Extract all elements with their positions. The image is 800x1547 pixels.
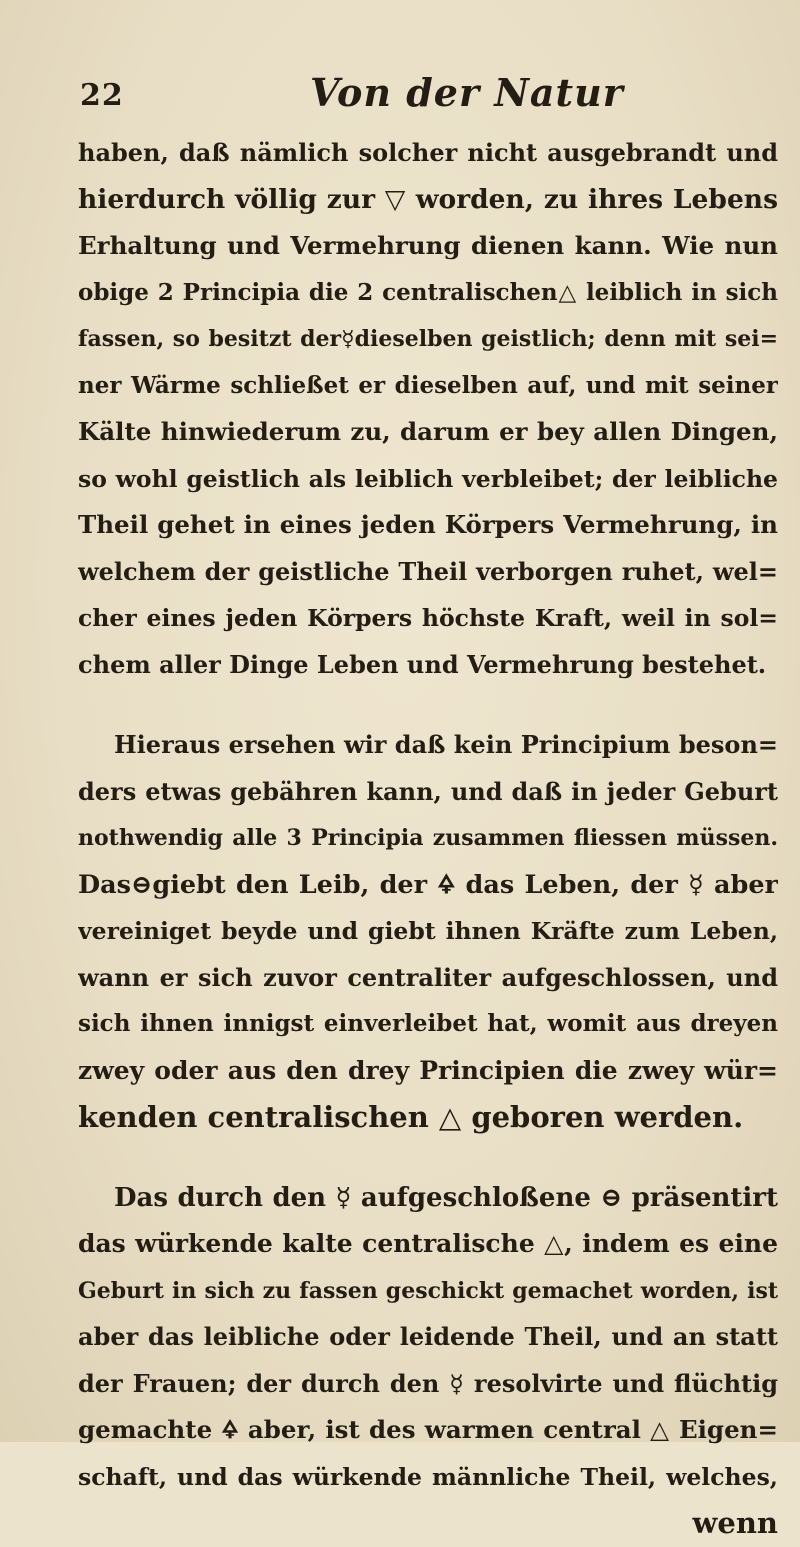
text-line: kenden centralischen △ geboren werden. (78, 1100, 744, 1134)
text-line: gemachte 🜍 aber, ist des warmen central △ Eigen= (78, 1415, 778, 1444)
catchword: wenn (692, 1506, 778, 1540)
text-line: chem aller Dinge Leben und Vermehrung bestehet. (78, 649, 767, 679)
text-line: Das⊖giebt den Leib, der 🜍 das Leben, der ☿ aber (78, 869, 778, 900)
text-line: fassen, so besitzt der☿dieselben geistlich; denn mit sei= (78, 326, 778, 352)
paragraph-1 (78, 130, 778, 688)
text-line: wann er sich zuvor centraliter aufgeschlossen, und (78, 962, 778, 992)
paragraph-gap (78, 688, 778, 722)
text-line: so wohl geistlich als leiblich verbleibet; der leibliche (78, 464, 778, 493)
text-line: sich ihnen innigst einverleibet hat, womit aus dreyen (78, 1010, 778, 1037)
text-line: ner Wärme schließet er dieselben auf, und mit seiner (78, 371, 778, 399)
text-line: obige 2 Principia die 2 centralischen△ leiblich in sich (78, 278, 778, 306)
text-line: nothwendig alle 3 Principia zusammen fliessen müssen. (78, 825, 778, 851)
text-line: Hieraus ersehen wir daß kein Principium beson= (114, 730, 778, 759)
text-line: ders etwas gebähren kann, und daß in jeder Geburt (78, 776, 778, 806)
text-line: Das durch den ☿ aufgeschloßene ⊖ präsentirt (114, 1182, 778, 1213)
text-line: der Frauen; der durch den ☿ resolvirte und flüchtig (78, 1368, 778, 1398)
text-line: Geburt in sich zu fassen geschickt gemachet worden, ist (78, 1277, 778, 1304)
text-line: Erhaltung und Vermehrung dienen kann. Wie nun (78, 231, 778, 260)
running-head: Von der Natur (310, 70, 624, 115)
text-line: das würkende kalte centralische △, indem es eine (78, 1229, 778, 1258)
paragraph-2 (78, 722, 778, 1141)
text-line: Theil gehet in eines jeden Körpers Vermehrung, in (78, 510, 778, 539)
text-line: schaft, und das würkende männliche Theil, welches, (78, 1462, 778, 1491)
text-line: cher eines jeden Körpers höchste Kraft, weil in sol= (78, 604, 778, 632)
page-number: 22 (80, 78, 124, 113)
body-text (78, 130, 778, 1547)
text-line: zwey oder aus den drey Principien die zwey wür= (78, 1055, 778, 1085)
text-line: aber das leibliche oder leidende Theil, und an statt (78, 1322, 778, 1351)
text-line: haben, daß nämlich solcher nicht ausgebrandt und (78, 138, 778, 167)
page-header (80, 70, 760, 118)
text-line: welchem der geistliche Theil verborgen ruhet, wel= (78, 556, 778, 586)
paragraph-3 (78, 1175, 778, 1501)
paragraph-gap (78, 1141, 778, 1175)
text-line: vereiniget beyde und giebt ihnen Kräfte zum Leben, (78, 917, 778, 945)
text-line: hierdurch völlig zur ▽ worden, zu ihres Lebens (78, 183, 778, 215)
text-line: Kälte hinwiederum zu, darum er bey allen Dingen, (78, 417, 778, 446)
